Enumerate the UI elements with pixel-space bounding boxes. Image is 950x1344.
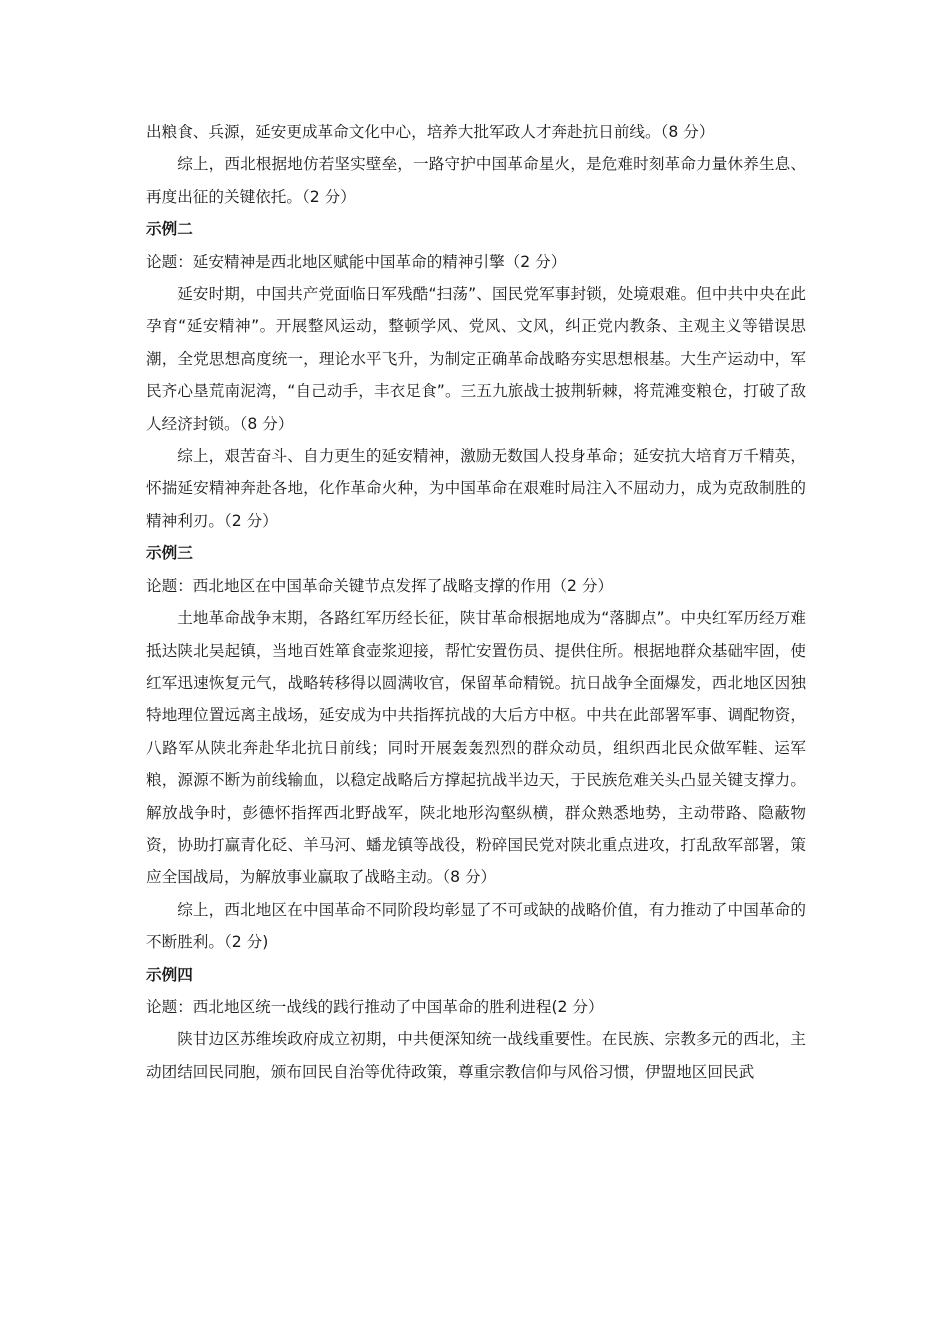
example-2-thesis: 论题：延安精神是西北地区赋能中国革命的精神引擎（2 分） [146,252,567,271]
document-body [146,116,806,1088]
continuation-paragraph: 出粮食、兵源，延安更成革命文化中心，培养大批军政人才奔赴抗日前线。（8 分） [146,123,715,141]
example-3-heading: 示例三 [146,544,193,563]
example-2-heading: 示例二 [146,220,193,239]
summary-paragraph-1: 综上，西北根据地仿若坚实壁垒，一路守护中国革命星火，是危难时刻革命力量休养生息、再度出征的关键依托。（2 分） [146,155,806,206]
example-3-thesis: 论题：西北地区在中国革命关键节点发挥了战略支撑的作用（2 分） [146,576,614,595]
example-4-thesis: 论题：西北地区统一战线的践行推动了中国革命的胜利进程(2 分） [146,997,604,1016]
example-4-body: 陕甘边区苏维埃政府成立初期，中共便深知统一战线重要性。在民族、宗教多元的西北，主动团结回民同胞，颁布回民自治等优待政策，尊重宗教信仰与风俗习惯，伊盟地区回民武 [146,1030,806,1081]
example-3-body: 土地革命战争末期，各路红军历经长征，陕甘革命根据地成为“落脚点”。中央红军历经万难抵达陕北吴起镇，当地百姓箪食壶浆迎接，帮忙安置伤员、提供住所。根据地群众基础牢固，使红军迅速恢复元气，战略转移得以圆满收官，保留革命精锐。抗日战争全面爆发，西北地区因独特地理位置远离主战场，延安成为中共指挥抗战的大后方中枢。中共在此部署军事、调配物资，八路军从陕北奔赴华北抗日前线；同时开展轰轰烈烈的群众动员，组织西北民众做军鞋、运军粮，源源不断为前线输血，以稳定战略后方撑起抗战半边天，于民族危难关头凸显关键支撑力。解放战争时，彭德怀指挥西北野战军，陕北地形沟壑纵横，群众熟悉地势，主动带路、隐蔽物资，协助打赢青化砭、羊马河、蟠龙镇等战役，粉碎国民党对陕北重点进攻，打乱敌军部署，策应全国战局，为解放事业赢取了战略主动。（8 分） [146,609,806,887]
example-4-heading: 示例四 [146,965,193,984]
example-3-summary: 综上，西北地区在中国革命不同阶段均彰显了不可或缺的战略价值，有力推动了中国革命的不断胜利。（2 分) [146,900,806,952]
example-2-body: 延安时期，中国共产党面临日军残酷“扫荡”、国民党军事封锁，处境艰难。但中共中央在此孕育“延安精神”。开展整风运动，整顿学风、党风、文风，纠正党内教条、主观主义等错误思潮，全党思想高度统一，理论水平飞升，为制定正确革命战略夯实思想根基。大生产运动中，军民齐心垦荒南泥湾，“自己动手，丰衣足食”。三五九旅战士披荆斩棘，将荒滩变粮仓，打破了敌人经济封锁。（8 分） [146,285,806,433]
example-2-summary: 综上，艰苦奋斗、自力更生的延安精神，激励无数国人投身革命；延安抗大培育万千精英，怀揣延安精神奔赴各地，化作革命火种，为中国革命在艰难时局注入不屈动力，成为克敌制胜的精神利刃。（2 分） [146,447,806,530]
